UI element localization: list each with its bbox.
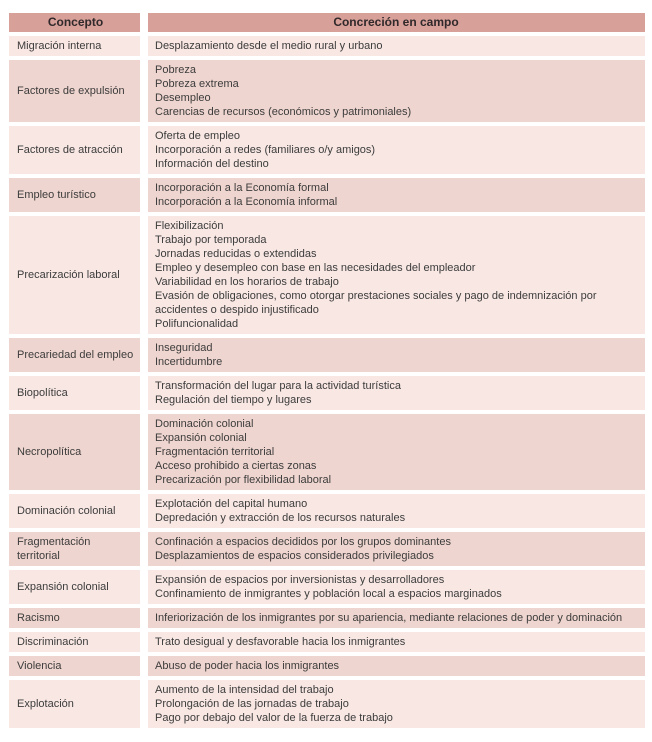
item-line: Abuso de poder hacia los inmigrantes xyxy=(155,660,340,672)
item-line: Carencias de recursos (económicos y patrimoniales) xyxy=(155,106,412,118)
table-header-row xyxy=(9,13,645,32)
concept-cell: Discriminación xyxy=(9,632,140,652)
concept-cell: Biopolítica xyxy=(9,376,140,410)
concrecion-cell xyxy=(148,126,645,174)
item-line: Jornadas reducidas o extendidas xyxy=(155,248,317,260)
concrecion-cell xyxy=(148,532,645,566)
item-line: Inseguridad xyxy=(155,342,213,354)
table-row xyxy=(9,60,645,122)
item-line: Incorporación a la Economía informal xyxy=(155,196,338,208)
concept-cell: Empleo turístico xyxy=(9,178,140,212)
table-row xyxy=(9,680,645,728)
concrecion-cell xyxy=(148,656,645,676)
item-line: Expansión de espacios por inversionistas y desarrolladores xyxy=(155,574,445,586)
item-line: Información del destino xyxy=(155,158,269,170)
item-line: Flexibilización xyxy=(155,220,224,232)
item-line: Desplazamientos de espacios considerados privilegiados xyxy=(155,550,434,562)
table-row xyxy=(9,414,645,490)
item-line: Depredación y extracción de los recursos naturales xyxy=(155,512,406,524)
column-header-concrecion-en-campo: Concreción en campo xyxy=(148,13,645,32)
item-line: Incorporación a redes (familiares o/y amigos) xyxy=(155,144,376,156)
table-row xyxy=(9,608,645,628)
column-header-concepto: Concepto xyxy=(9,13,140,32)
item-line: Polifuncionalidad xyxy=(155,318,239,330)
item-line: Expansión colonial xyxy=(155,432,247,444)
concrecion-cell xyxy=(148,680,645,728)
table-row xyxy=(9,376,645,410)
concept-cell: Precarización laboral xyxy=(9,216,140,334)
concept-cell: Factores de expulsión xyxy=(9,60,140,122)
concept-cell: Expansión colonial xyxy=(9,570,140,604)
table-row xyxy=(9,36,645,56)
table-row xyxy=(9,532,645,566)
table-row xyxy=(9,178,645,212)
concrecion-cell xyxy=(148,376,645,410)
table-row xyxy=(9,632,645,652)
table-row xyxy=(9,656,645,676)
item-line: Evasión de obligaciones, como otorgar prestaciones sociales y pago de indemnización por accidentes o despido injustificado xyxy=(155,290,597,316)
item-line: Trabajo por temporada xyxy=(155,234,267,246)
item-line: Trato desigual y desfavorable hacia los inmigrantes xyxy=(155,636,406,648)
item-line: Aumento de la intensidad del trabajo xyxy=(155,684,334,696)
item-line: Variabilidad en los horarios de trabajo xyxy=(155,276,339,288)
item-line: Incorporación a la Economía formal xyxy=(155,182,329,194)
concept-cell: Violencia xyxy=(9,656,140,676)
concrecion-cell xyxy=(148,608,645,628)
item-line: Explotación del capital humano xyxy=(155,498,308,510)
item-line: Pobreza extrema xyxy=(155,78,239,90)
item-line: Oferta de empleo xyxy=(155,130,240,142)
item-line: Pago por debajo del valor de la fuerza de trabajo xyxy=(155,712,393,724)
item-line: Confinamiento de inmigrantes y población local a espacios marginados xyxy=(155,588,502,600)
table-row xyxy=(9,494,645,528)
concept-cell: Precariedad del empleo xyxy=(9,338,140,372)
concrecion-cell xyxy=(148,60,645,122)
table-row xyxy=(9,338,645,372)
concept-cell: Explotación xyxy=(9,680,140,728)
item-line: Empleo y desempleo con base en las necesidades del empleador xyxy=(155,262,476,274)
item-line: Incertidumbre xyxy=(155,356,223,368)
item-line: Prolongación de las jornadas de trabajo xyxy=(155,698,349,710)
item-line: Confinación a espacios decididos por los grupos dominantes xyxy=(155,536,451,548)
concrecion-cell xyxy=(148,338,645,372)
table-body xyxy=(9,36,645,728)
table-row xyxy=(9,570,645,604)
concrecion-cell xyxy=(148,178,645,212)
item-line: Fragmentación territorial xyxy=(155,446,275,458)
item-line: Desempleo xyxy=(155,92,211,104)
concrecion-cell xyxy=(148,494,645,528)
item-line: Acceso prohibido a ciertas zonas xyxy=(155,460,317,472)
concrecion-cell xyxy=(148,414,645,490)
item-line: Pobreza xyxy=(155,64,196,76)
concept-cell: Factores de atracción xyxy=(9,126,140,174)
item-line: Regulación del tiempo y lugares xyxy=(155,394,312,406)
item-line: Inferiorización de los inmigrantes por su apariencia, mediante relaciones de poder y dominación xyxy=(155,612,623,624)
concrecion-cell xyxy=(148,216,645,334)
concept-table xyxy=(9,13,645,728)
concept-cell: Racismo xyxy=(9,608,140,628)
table-row xyxy=(9,126,645,174)
concrecion-cell xyxy=(148,632,645,652)
item-line: Dominación colonial xyxy=(155,418,254,430)
concept-cell: Fragmentación territorial xyxy=(9,532,140,566)
concrecion-cell xyxy=(148,570,645,604)
concrecion-cell xyxy=(148,36,645,56)
table-row xyxy=(9,216,645,334)
item-line: Precarización por flexibilidad laboral xyxy=(155,474,332,486)
concept-cell: Necropolítica xyxy=(9,414,140,490)
item-line: Transformación del lugar para la actividad turística xyxy=(155,380,401,392)
concept-cell: Migración interna xyxy=(9,36,140,56)
item-line: Desplazamiento desde el medio rural y urbano xyxy=(155,40,383,52)
concept-cell: Dominación colonial xyxy=(9,494,140,528)
